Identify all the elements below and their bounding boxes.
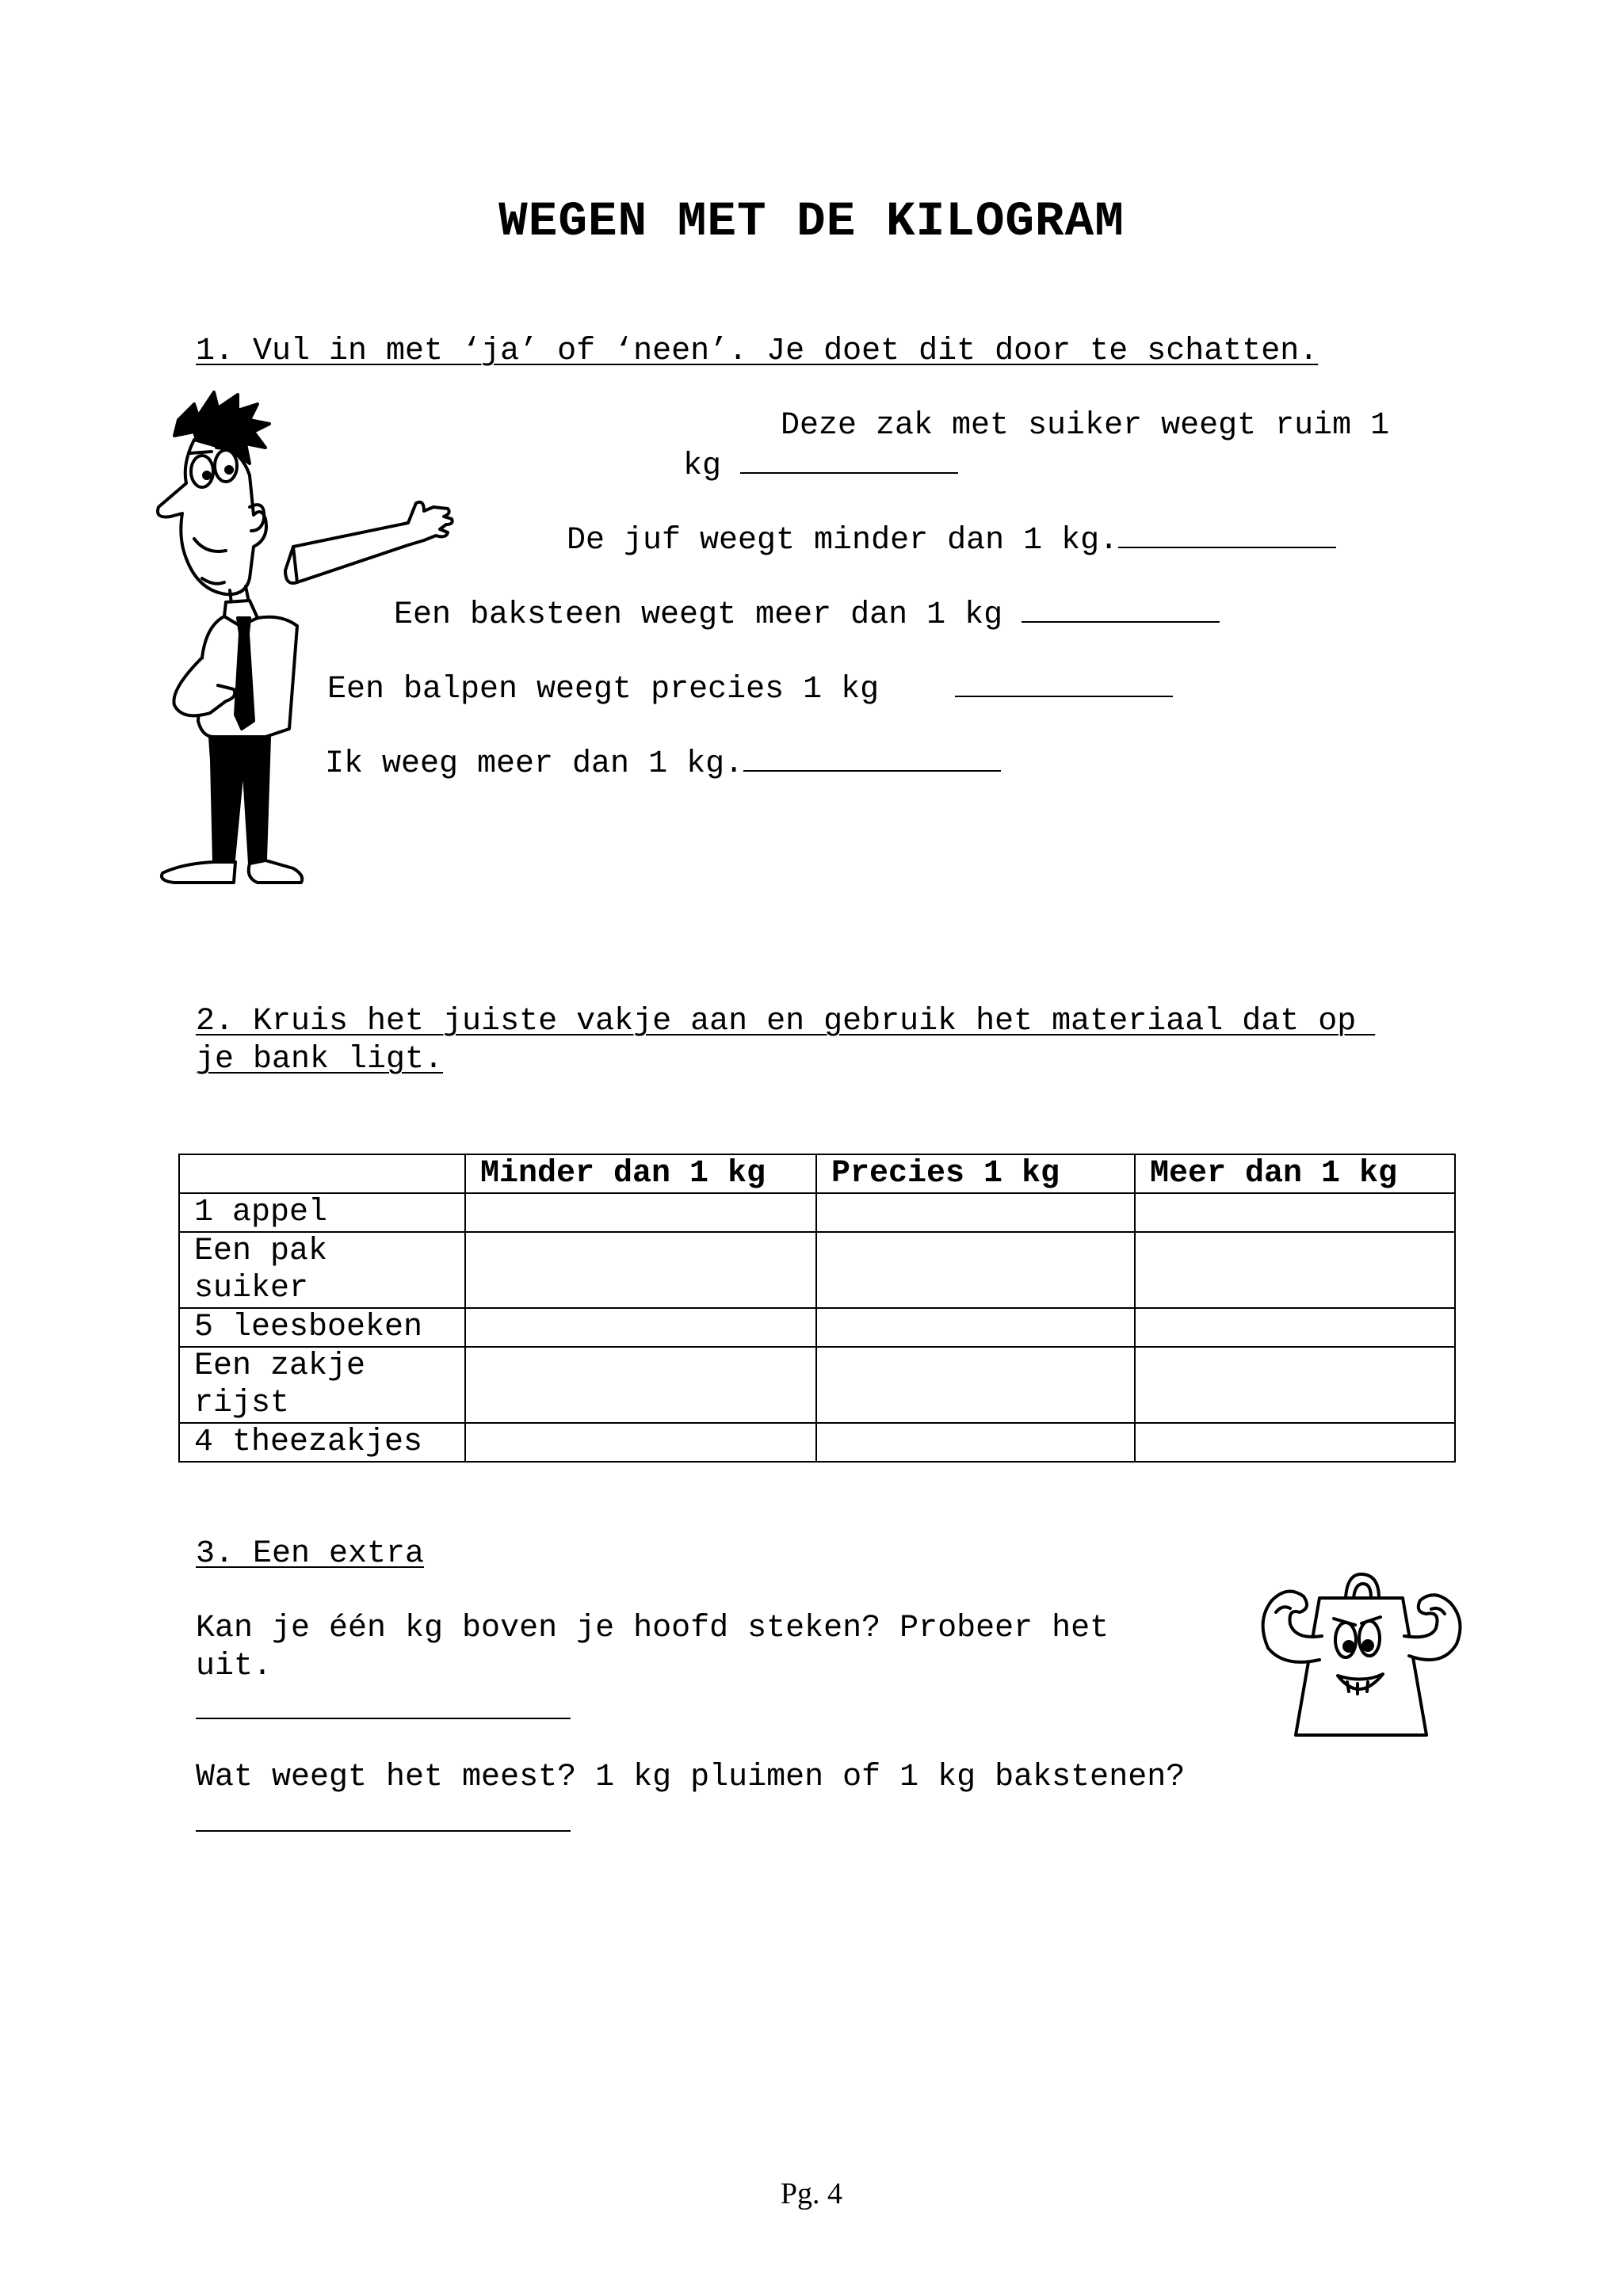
item2-row bbox=[567, 520, 1336, 560]
checkbox-cell[interactable] bbox=[816, 1232, 1135, 1308]
answer-blank-5[interactable] bbox=[743, 743, 1001, 772]
row-label: 4 theezakjes bbox=[179, 1423, 465, 1462]
answer-blank-4[interactable] bbox=[955, 669, 1173, 697]
section2-heading-line2: je bank ligt. bbox=[196, 1042, 444, 1077]
answer-blank-3[interactable] bbox=[1022, 594, 1220, 623]
checkbox-cell[interactable] bbox=[816, 1423, 1135, 1462]
weight-table bbox=[178, 1154, 1456, 1463]
answer-blank-2[interactable] bbox=[1118, 520, 1336, 548]
checkbox-cell[interactable] bbox=[1135, 1232, 1455, 1308]
kilogram-weight-mascot-icon bbox=[1252, 1565, 1466, 1747]
checkbox-cell[interactable] bbox=[465, 1308, 816, 1347]
section3-heading: 3. Een extra bbox=[196, 1536, 425, 1572]
table-row bbox=[179, 1423, 1455, 1462]
item4-row bbox=[327, 669, 1173, 709]
item3-row bbox=[394, 594, 1220, 635]
row-label: Een pak suiker bbox=[179, 1232, 465, 1308]
checkbox-cell[interactable] bbox=[1135, 1423, 1455, 1462]
section1-heading: 1. Vul in met ‘ja’ of ‘neen’. Je doet dit door te schatten. bbox=[196, 334, 1319, 369]
answer-line-q1[interactable] bbox=[196, 1718, 571, 1719]
table-header-minder: Minder dan 1 kg bbox=[465, 1154, 816, 1193]
row-label: 1 appel bbox=[179, 1193, 465, 1232]
item4-text: Een balpen weegt precies 1 kg bbox=[327, 672, 880, 707]
checkbox-cell[interactable] bbox=[465, 1423, 816, 1462]
table-header-row bbox=[179, 1154, 1455, 1193]
item2-text: De juf weegt minder dan 1 kg. bbox=[567, 523, 1119, 559]
row-label: 5 leesboeken bbox=[179, 1308, 465, 1347]
question1-line2: uit. bbox=[196, 1649, 273, 1684]
table-row bbox=[179, 1308, 1455, 1347]
checkbox-cell[interactable] bbox=[465, 1232, 816, 1308]
checkbox-cell[interactable] bbox=[816, 1347, 1135, 1423]
checkbox-cell[interactable] bbox=[1135, 1193, 1455, 1232]
row-label: Een zakje rijst bbox=[179, 1347, 465, 1423]
answer-blank-1[interactable] bbox=[740, 445, 958, 474]
checkbox-cell[interactable] bbox=[465, 1347, 816, 1423]
teacher-cartoon-icon bbox=[139, 388, 551, 895]
table-header-empty bbox=[179, 1154, 465, 1193]
question1-line1: Kan je één kg boven je hoofd steken? Probeer het bbox=[196, 1611, 1109, 1646]
item3-text: Een baksteen weegt meer dan 1 kg bbox=[394, 597, 1003, 633]
item1-line2-row bbox=[683, 445, 958, 486]
table-header-precies: Precies 1 kg bbox=[816, 1154, 1135, 1193]
checkbox-cell[interactable] bbox=[816, 1308, 1135, 1347]
item1-line1: Deze zak met suiker weegt ruim 1 bbox=[781, 408, 1390, 444]
table-header-meer: Meer dan 1 kg bbox=[1135, 1154, 1455, 1193]
checkbox-cell[interactable] bbox=[1135, 1347, 1455, 1423]
table-row bbox=[179, 1232, 1455, 1308]
checkbox-cell[interactable] bbox=[465, 1193, 816, 1232]
checkbox-cell[interactable] bbox=[1135, 1308, 1455, 1347]
checkbox-cell[interactable] bbox=[816, 1193, 1135, 1232]
item5-text: Ik weeg meer dan 1 kg. bbox=[325, 746, 744, 782]
page-number: Pg. 4 bbox=[780, 2177, 843, 2210]
page-title: WEGEN MET DE KILOGRAM bbox=[498, 195, 1125, 250]
answer-line-q2[interactable] bbox=[196, 1830, 571, 1832]
section2-heading-line1: 2. Kruis het juiste vakje aan en gebruik het materiaal dat op bbox=[196, 1004, 1376, 1039]
question2: Wat weegt het meest? 1 kg pluimen of 1 kg bakstenen? bbox=[196, 1760, 1186, 1795]
item1-line2: kg bbox=[683, 448, 722, 484]
table-row bbox=[179, 1347, 1455, 1423]
table-row bbox=[179, 1193, 1455, 1232]
item5-row bbox=[325, 743, 1001, 784]
